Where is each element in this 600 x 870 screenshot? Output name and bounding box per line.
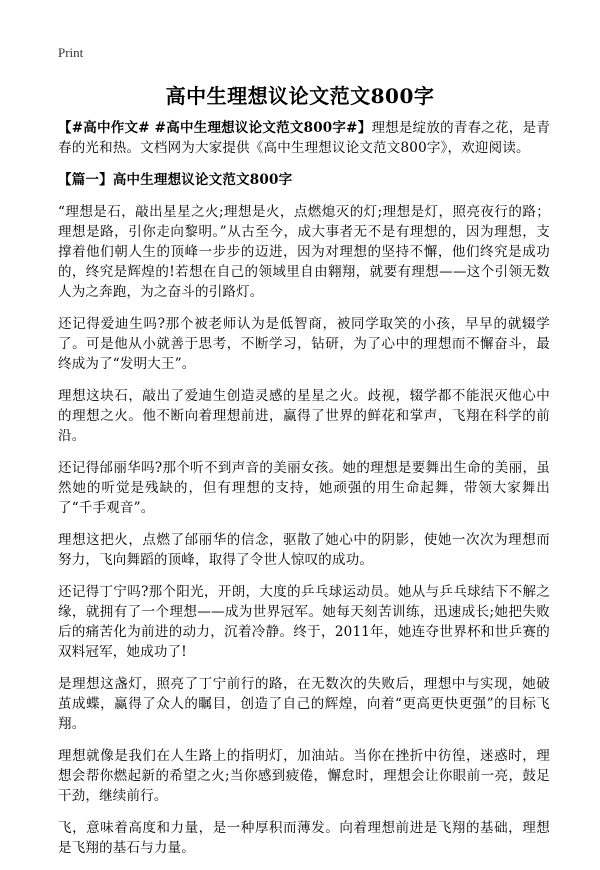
print-label: Print <box>58 45 84 60</box>
paragraph: 飞，意味着高度和力量，是一种厚积而薄发。向着理想前进是飞翔的基础，理想是飞翔的基石与力量。 <box>58 820 550 856</box>
paragraph: 还记得邰丽华吗?那个听不到声音的美丽女孩。她的理想是要舞出生命的美丽，虽然她的听觉是残缺的，但有理想的支持，她顽强的用生命起舞，带领大家舞出了“千手观音”。 <box>58 460 550 516</box>
section-title: 高中生理想议论文范文800字 <box>112 172 293 188</box>
intro-paragraph <box>58 118 550 158</box>
paragraph: 是理想这盏灯，照亮了丁宁前行的路，在无数次的失败后，理想中与实现，她破茧成蝶，赢得了众人的瞩目，创造了自己的辉煌，向着“更高更快更强”的目标飞翔。 <box>58 676 550 732</box>
intro-tag: 【#高中作文# #高中生理想议论文范文800字#】 <box>58 120 372 136</box>
paragraph: 还记得爱迪生吗?那个被老师认为是低智商，被同学取笑的小孩，早早的就辍学了。可是他从小就善于思考，不断学习，钻研，为了心中的理想而不懈奋斗，最终成为了“发明大王”。 <box>58 316 550 372</box>
paragraph: “理想是石，敲出星星之火;理想是火，点燃熄灭的灯;理想是灯，照亮夜行的路；理想是路，引你走向黎明。”从古至今，成大事者无不是有理想的，因为理想，支撑着他们朝人生的顶峰一步步的迈进，因为对理想的坚持不懈，他们终究是成功的，终究是辉煌的!若想在自己的领域里自由翱翔，就要有理想——这个引领无数人为之奔跑，为之奋斗的引路灯。 <box>58 204 550 300</box>
paragraph: 还记得丁宁吗?那个阳光，开朗，大度的乒乓球运动员。她从与乒乓球结下不解之缘，就拥有了一个理想——成为世界冠军。她每天刻苦训练，迅速成长;她把失败后的痛苦化为前进的动力，沉着冷静。终于，2011年，她连夺世界杯和世乒赛的双料冠军，她成功了! <box>58 584 550 660</box>
article-body <box>58 118 550 870</box>
paragraph: 理想这块石，敲出了爱迪生创造灵感的星星之火。歧视，辍学都不能泯灭他心中的理想之火。他不断向着理想前进，赢得了世界的鲜花和掌声，飞翔在科学的前沿。 <box>58 388 550 444</box>
section-heading <box>58 170 550 190</box>
paragraph: 理想就像是我们在人生路上的指明灯，加油站。当你在挫折中彷徨，迷惑时，理想会帮你燃起新的希望之火;当你感到疲倦，懈怠时，理想会让你眼前一亮，鼓足干劲，继续前行。 <box>58 748 550 804</box>
page-title: 高中生理想议论文范文800字 <box>165 84 435 108</box>
paragraph: 理想这把火，点燃了邰丽华的信念，驱散了她心中的阴影，使她一次次为理想而努力，飞向舞蹈的顶峰，取得了令世人惊叹的成功。 <box>58 532 550 568</box>
section-bracket: 【篇一】 <box>58 172 113 188</box>
intro-text: 理想是绽放的青春之花，是青春的光和热。文档网为大家提供《高中生理想议论文范文800字》，欢迎阅读。 <box>58 120 550 156</box>
